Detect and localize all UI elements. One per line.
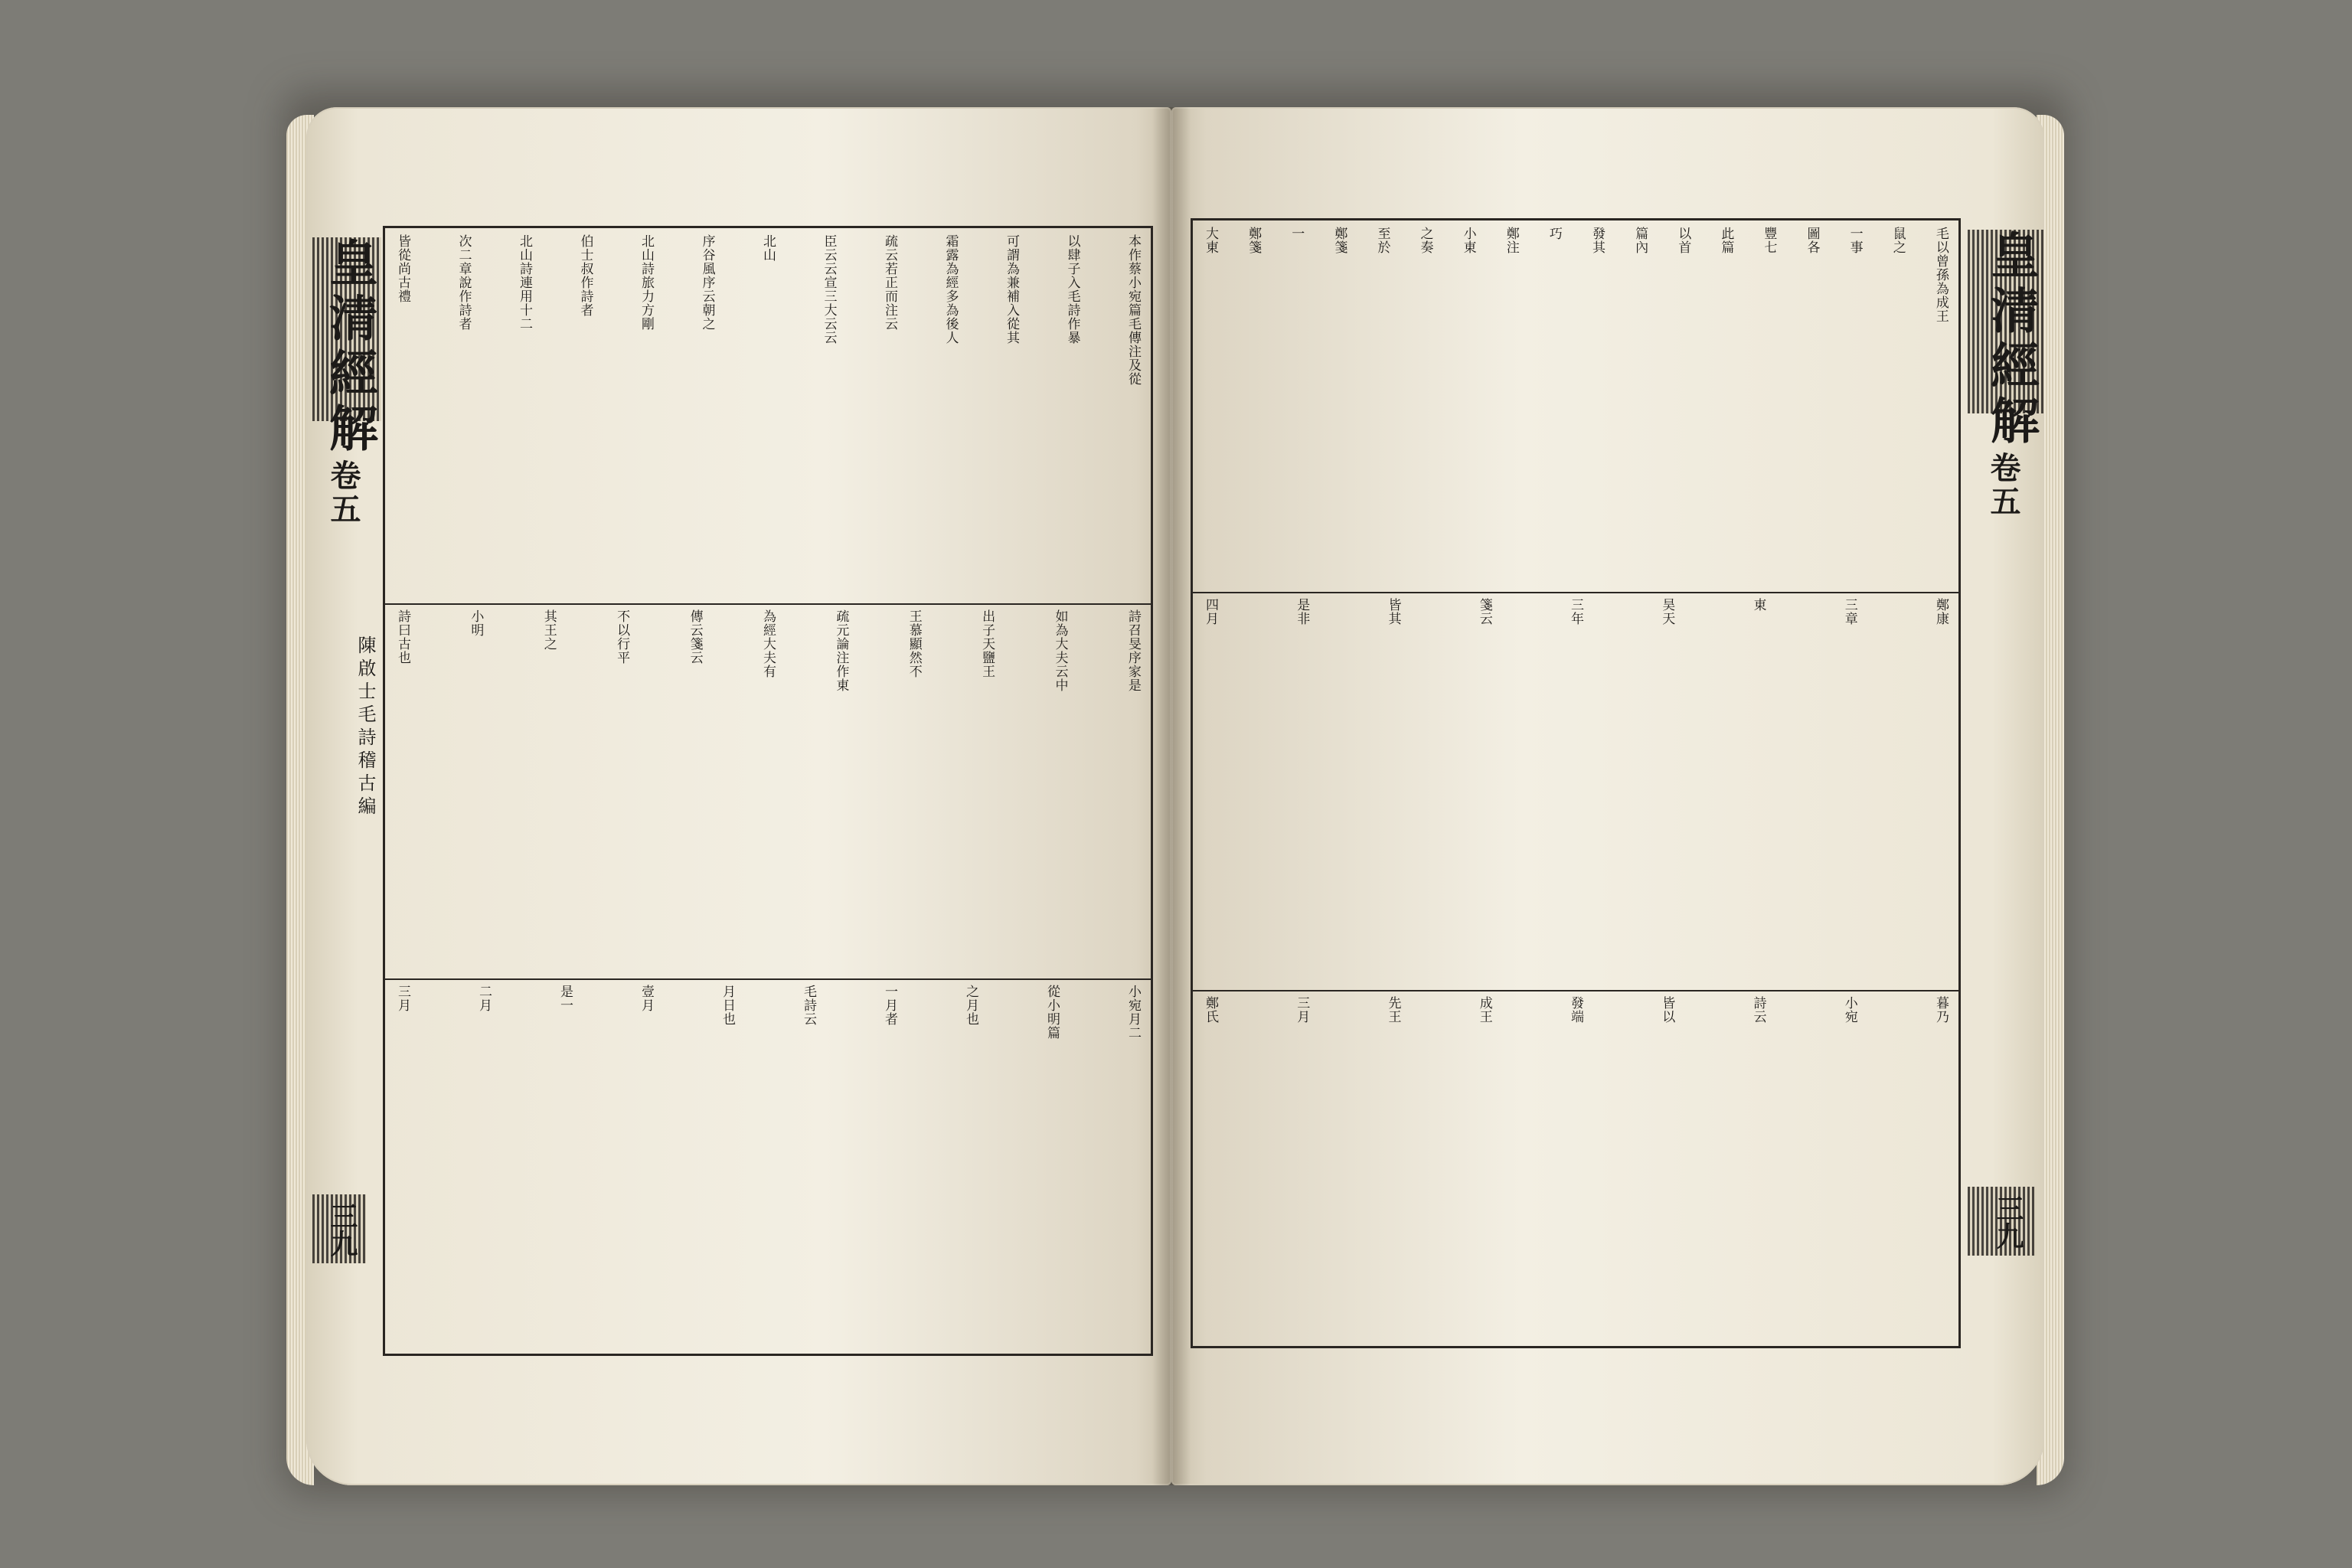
text-column: 詩召旻序家是: [1125, 609, 1141, 692]
text-column: 北山詩連用十二: [517, 234, 532, 331]
text-column: 疏元論注作東: [833, 609, 849, 692]
text-column: 小東: [1460, 227, 1476, 254]
text-column: 四月: [1203, 598, 1218, 626]
text-column: 伯士叔作詩者: [577, 234, 593, 317]
left-text-frame: [383, 226, 1153, 1356]
text-column: 鄭氏: [1203, 996, 1218, 1024]
text-column: 三月: [1294, 996, 1310, 1024]
text-column: 如為大夫云中: [1052, 609, 1068, 692]
text-column: 序谷風序云朝之: [699, 234, 715, 331]
text-column: 皆從尚古禮: [395, 234, 410, 303]
text-column: 毛詩云: [801, 985, 816, 1026]
text-column: 三章: [1841, 598, 1857, 626]
text-column: 圖各: [1804, 227, 1820, 254]
text-column: 本作蔡小宛篇毛傳注及從: [1125, 234, 1141, 386]
right-band-2: [1193, 598, 1958, 985]
book-gutter: [1152, 107, 1191, 1485]
text-column: 此篇: [1718, 227, 1734, 254]
text-column: 是非: [1294, 598, 1310, 626]
text-column: 月日也: [720, 985, 735, 1026]
text-column: 霜露為經多為後人: [942, 234, 959, 345]
text-column: 皆其: [1385, 598, 1401, 626]
text-column: 發端: [1568, 996, 1583, 1024]
text-column: 皆以: [1659, 996, 1675, 1024]
text-column: 北山: [760, 234, 776, 262]
text-column: 一月者: [882, 985, 897, 1026]
band-divider: [1193, 592, 1958, 593]
text-column: 北山詩旅力方剛: [639, 234, 654, 331]
text-column: 以首: [1675, 227, 1691, 254]
text-column: 鄭箋: [1246, 227, 1262, 254]
text-column: 箋云: [1476, 598, 1492, 626]
text-column: 成王: [1476, 996, 1492, 1024]
text-column: 大東: [1203, 227, 1218, 254]
right-folio: 三九: [1992, 1194, 2024, 1250]
text-column: 小宛月二: [1125, 985, 1141, 1040]
text-column: 不以行平: [614, 609, 630, 665]
text-column: 壹月: [639, 985, 654, 1012]
text-column: 東: [1750, 598, 1766, 612]
band-divider: [1193, 990, 1958, 991]
text-column: 鄭注: [1503, 227, 1519, 254]
right-book-title: 皇清經解: [1982, 230, 2040, 450]
left-band-3: [385, 985, 1151, 1349]
left-attribution: 陳啟士毛詩稽古編: [354, 635, 376, 819]
text-column: 為經大夫有: [760, 609, 776, 678]
text-column: 疏云若正而注云: [882, 234, 897, 331]
text-column: 豐七: [1761, 227, 1777, 254]
text-column: 三月: [395, 985, 410, 1012]
right-band-1: [1193, 227, 1958, 586]
text-column: 傳云箋云: [687, 609, 703, 665]
text-column: 其王之: [541, 609, 557, 651]
text-column: 三年: [1568, 598, 1583, 626]
right-volume: 卷五: [1985, 452, 2021, 519]
text-column: 先王: [1385, 996, 1401, 1024]
text-column: 詩曰古也: [395, 609, 410, 665]
text-column: 是一: [557, 985, 573, 1012]
text-column: 小明: [468, 609, 484, 637]
text-column: 以肆子入毛詩作暴: [1064, 234, 1080, 345]
text-column: 詩云: [1750, 996, 1766, 1024]
text-column: 出子天鹽王: [979, 609, 995, 678]
text-column: 小宛: [1841, 996, 1857, 1024]
band-divider: [385, 978, 1151, 980]
text-column: 可謂為兼補入從其: [1004, 234, 1019, 345]
text-column: 王慕顯然不: [906, 609, 922, 678]
text-column: 篇內: [1632, 227, 1648, 254]
text-column: 毛以曾孫為成王: [1932, 227, 1949, 323]
right-text-frame: [1191, 218, 1961, 1348]
text-column: 從小明篇: [1044, 985, 1060, 1040]
text-column: 鼠之: [1890, 227, 1906, 254]
text-column: 暮乃: [1933, 996, 1949, 1024]
left-folio: 三九: [326, 1202, 358, 1257]
text-column: 一: [1289, 227, 1305, 240]
text-column: 次二章說作詩者: [456, 234, 472, 331]
text-column: 一事: [1847, 227, 1863, 254]
text-column: 二月: [476, 985, 492, 1012]
text-column: 之奏: [1417, 227, 1433, 254]
right-band-3: [1193, 996, 1958, 1341]
text-column: 至於: [1374, 227, 1390, 254]
text-column: 臣云云宣三大云云: [821, 234, 837, 345]
text-column: 發其: [1589, 227, 1605, 254]
text-column: 鄭康: [1933, 598, 1949, 626]
text-column: 之月也: [963, 985, 978, 1026]
left-volume: 卷五: [325, 459, 361, 527]
text-column: 鄭箋: [1331, 227, 1348, 254]
band-divider: [385, 603, 1151, 605]
left-band-2: [385, 609, 1151, 974]
text-column: 昊天: [1659, 598, 1675, 626]
left-band-1: [385, 234, 1151, 599]
text-column: 巧: [1546, 227, 1562, 240]
left-book-title: 皇清經解: [321, 237, 378, 458]
